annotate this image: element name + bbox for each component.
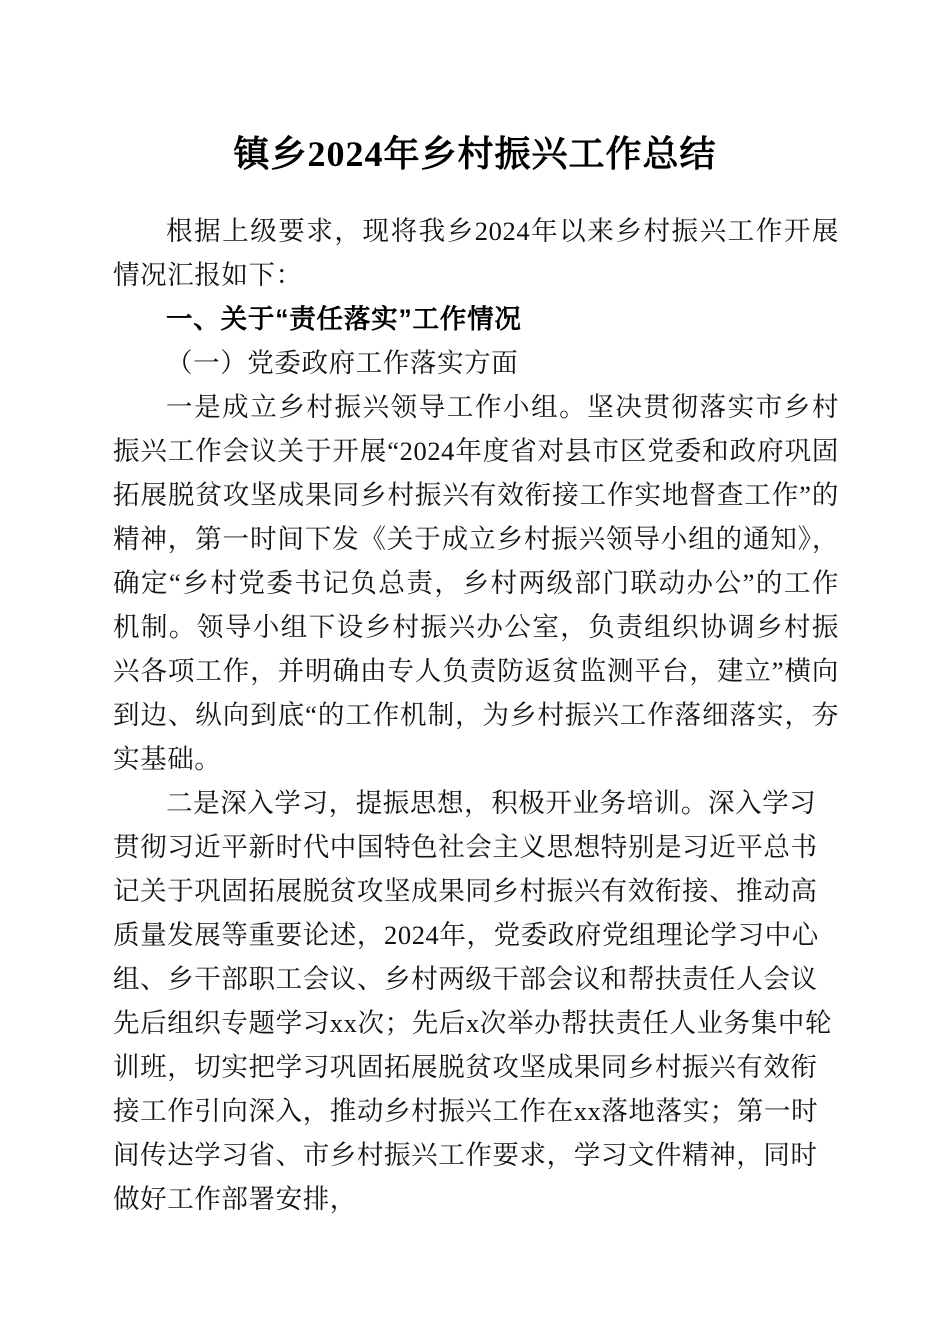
paragraph-point-one: 一是成立乡村振兴领导工作小组。坚决贯彻落实市乡村振兴工作会议关于开展“2024年度省对县市区党委和政府巩固拓展脱贫攻坚成果同乡村振兴有效衔接工作实地督查工作”的精神，第一时间下发《关于成立乡村振兴领导小组的通知》，确定“乡村党委书记负总责，乡村两级部门联动办公”的工作机制。领导小组下设乡村振兴办公室，负责组织协调乡村振兴各项工作，并明确由专人负责防返贫监测平台，建立”横向到边、纵向到底“的工作机制，为乡村振兴工作落细落实，夯实基础。 — [113, 392, 839, 774]
section-heading-one: 一、关于“责任落实”工作情况 — [166, 304, 522, 334]
subsection-heading-one-1: （一）党委政府工作落实方面 — [166, 348, 519, 378]
document-body — [113, 209, 839, 1221]
paragraph-point-two: 二是深入学习，提振思想，积极开业务培训。深入学习贯彻习近平新时代中国特色社会主义思想特别是习近平总书记关于巩固拓展脱贫攻坚成果同乡村振兴有效衔接、推动高质量发展等重要论述，2024年，党委政府党组理论学习中心组、乡干部职工会议、乡村两级干部会议和帮扶责任人会议先后组织专题学习xx次；先后x次举办帮扶责任人业务集中轮训班，切实把学习巩固拓展脱贫攻坚成果同乡村振兴有效衔接工作引向深入，推动乡村振兴工作在xx落地落实；第一时间传达学习省、市乡村振兴工作要求，学习文件精神，同时做好工作部署安排， — [113, 788, 833, 1214]
page-title: 镇乡2024年乡村振兴工作总结 — [233, 134, 717, 174]
intro-paragraph: 根据上级要求，现将我乡2024年以来乡村振兴工作开展情况汇报如下： — [113, 216, 839, 290]
